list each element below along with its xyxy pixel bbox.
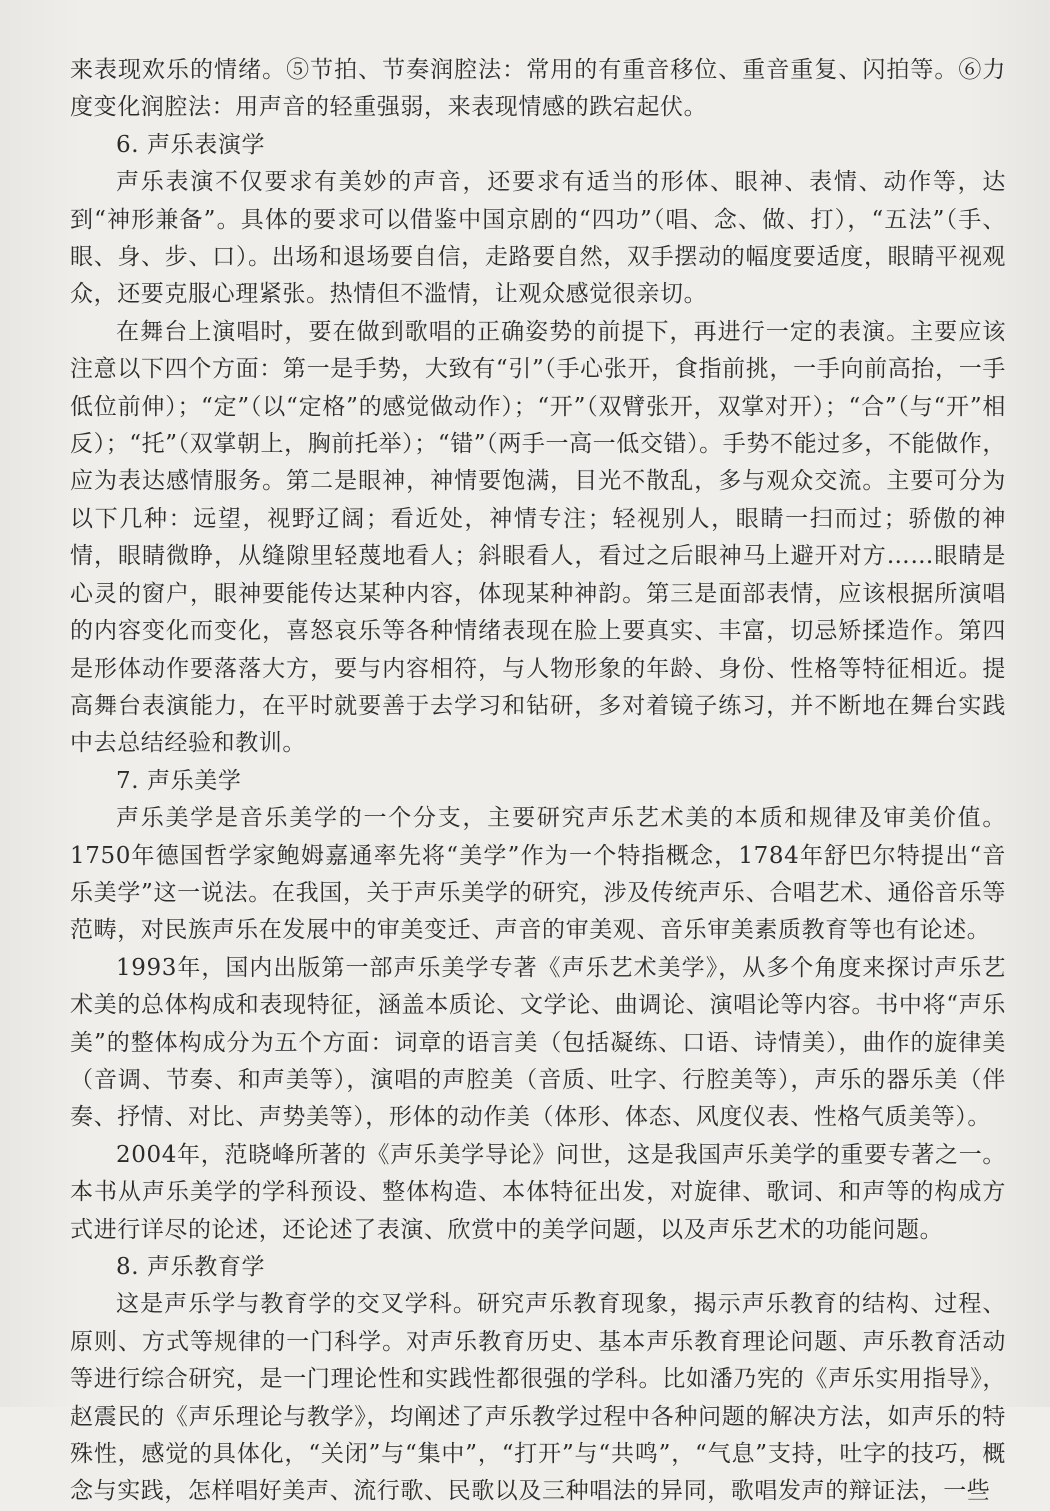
- paragraph-emotion-techniques: 来表现欢乐的情绪。⑤节拍、节奏润腔法：常用的有重音移位、重音重复、闪拍等。⑥力度变化润腔法：用声音的轻重强弱，来表现情感的跌宕起伏。: [70, 57, 1006, 121]
- paragraph-performance-requirements: 声乐表演不仅要求有美妙的声音，还要求有适当的形体、眼神、表情、动作等，达到“神形兼备”。具体的要求可以借鉴中国京剧的“四功”（唱、念、做、打），“五法”（手、眼、身、步、口）。出场和退场要自信，走路要自然，双手摆动的幅度要适度，眼睛平视观众，还要克服心理紧张。热情但不滥情，让观众感觉很亲切。: [70, 169, 1006, 308]
- section-heading-vocal-education: 8. 声乐教育学: [116, 1254, 266, 1280]
- paragraph-vocal-education: 这是声乐学与教育学的交叉学科。研究声乐教育现象，揭示声乐教育的结构、过程、原则、方式等规律的一门科学。对声乐教育历史、基本声乐教育理论问题、声乐教育活动等进行综合研究，是一门理论性和实践性都很强的学科。比如潘乃宪的《声乐实用指导》，赵震民的《声乐理论与教学》，均阐述了声乐教学过程中各种问题的解决方法，如声乐的特殊性，感觉的具体化，“关闭”与“集中”，“打开”与“共鸣”，“气息”支持，吐字的技巧，概念与实践，怎样唱好美声、流行歌、民歌以及三种唱法的异同，歌唱发声的辩证法，一些: [70, 1291, 1006, 1505]
- section-heading-vocal-performance: 6. 声乐表演学: [116, 131, 266, 158]
- section-heading-vocal-aesthetics: 7. 声乐美学: [116, 767, 242, 794]
- paragraph-aesthetics-2004: 2004年，范晓峰所著的《声乐美学导论》问世，这是我国声乐美学的重要专著之一。本书从声乐美学的学科预设、整体构造、本体特征出发，对旋律、歌词、和声等的构成方式进行详尽的论述，还论述了表演、欣赏中的美学问题，以及声乐艺术的功能问题。: [70, 1141, 1006, 1243]
- paragraph-aesthetics-definition: 声乐美学是音乐美学的一个分支，主要研究声乐艺术美的本质和规律及审美价值。1750年德国哲学家鲍姆嘉通率先将“美学”作为一个特指概念，1784年舒巴尔特提出“音乐美学”这一说法。在我国，关于声乐美学的研究，涉及传统声乐、合唱艺术、通俗音乐等范畴，对民族声乐在发展中的审美变迁、声音的审美观、音乐审美素质教育等也有论述。: [70, 805, 1006, 944]
- paragraph-stage-performance: 在舞台上演唱时，要在做到歌唱的正确姿势的前提下，再进行一定的表演。主要应该注意以下四个方面：第一是手势，大致有“引”（手心张开，食指前挑，一手向前高抬，一手低位前伸）；“定”（以“定格”的感觉做动作）；“开”（双臂张开，双掌对开）；“合”（与“开”相反）；“托”（双掌朝上，胸前托举）；“错”（两手一高一低交错）。手势不能过多，不能做作，应为表达感情服务。第二是眼神，神情要饱满，目光不散乱，多与观众交流。主要可分为以下几种：远望，视野辽阔；看近处，神情专注；轻视别人，眼睛一扫而过；骄傲的神情，眼睛微睁，从缝隙里轻蔑地看人；斜眼看人，看过之后眼神马上避开对方……眼睛是心灵的窗户，眼神要能传达某种内容，体现某种神韵。第三是面部表情，应该根据所演唱的内容变化而变化，喜怒哀乐等各种情绪表现在脸上要真实、丰富，切忌矫揉造作。第四是形体动作要落落大方，要与内容相符，与人物形象的年龄、身份、性格等特征相近。提高舞台表演能力，在平时就要善于去学习和钻研，多对着镜子练习，并不断地在舞台实践中去总结经验和教训。: [70, 318, 1006, 757]
- paragraph-aesthetics-1993: 1993年，国内出版第一部声乐美学专著《声乐艺术美学》，从多个角度来探讨声乐艺术美的总体构成和表现特征，涵盖本质论、文学论、曲调论、演唱论等内容。书中将“声乐美”的整体构成分为五个方面：词章的语言美（包括凝练、口语、诗情美），曲作的旋律美（音调、节奏、和声美等），演唱的声腔美（音质、吐字、行腔美等），声乐的器乐美（伴奏、抒情、对比、声势美等），形体的动作美（体形、体态、风度仪表、性格气质美等）。: [70, 954, 1006, 1131]
